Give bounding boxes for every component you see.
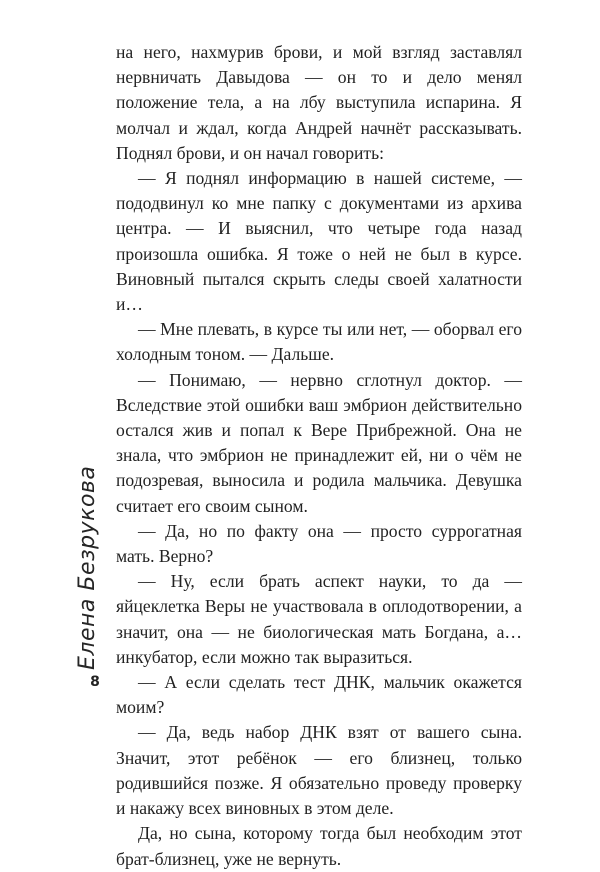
paragraph-7: — А если сделать тест ДНК, мальчик окажется моим? <box>116 672 522 718</box>
paragraph-6: — Ну, если брать аспект науки, то да — яйцеклетка Веры не участвовала в оплодотворении, а значит, она — не биологическая мать Богдана, а… инкубатор, если можно так выразиться. <box>116 571 522 667</box>
paragraph-1: на него, нахмурив брови, и мой взгляд заставлял нервничать Давыдова — он то и дело менял положение тела, а на лбу выступила испарина. Я молчал и ждал, когда Андрей начнёт рассказывать. Поднял брови, и он начал говорить: <box>116 42 522 163</box>
page-body-text <box>116 40 522 872</box>
paragraph-9: Да, но сына, которому тогда был необходим этот брат-близнец, уже не вернуть. <box>116 823 522 869</box>
page-number: 8 <box>90 674 100 690</box>
paragraph-5: — Да, но по факту она — просто суррогатная мать. Верно? <box>116 520 522 567</box>
paragraph-8: — Да, ведь набор ДНК взят от вашего сына. Значит, этот ребёнок — его близнец, только родившийся позже. Я обязательно проведу проверку и накажу всех виновных в этом деле. <box>116 722 522 819</box>
author-name-vertical: Елена Безрукова <box>75 465 100 670</box>
paragraph-4: — Понимаю, — нервно сглотнул доктор. — Вследствие этой ошибки ваш эмбрион действительно остался жив и попал к Вере Прибрежной. Она не знала, что эмбрион не принадлежит ей, ни о чём не подозревая, выносила и родила мальчика. Девушка считает его своим сыном. <box>116 369 522 516</box>
paragraph-3: — Мне плевать, в курсе ты или нет, — оборвал его холодным тоном. — Дальше. <box>116 319 522 365</box>
paragraph-2: — Я поднял информацию в нашей системе, — пододвинул ко мне папку с документами из архива центра. — И выяснил, что четыре года назад произошла ошибка. Я тоже о ней не был в курсе. Виновный пытался скрыть следы своей халатности и… <box>116 168 522 315</box>
